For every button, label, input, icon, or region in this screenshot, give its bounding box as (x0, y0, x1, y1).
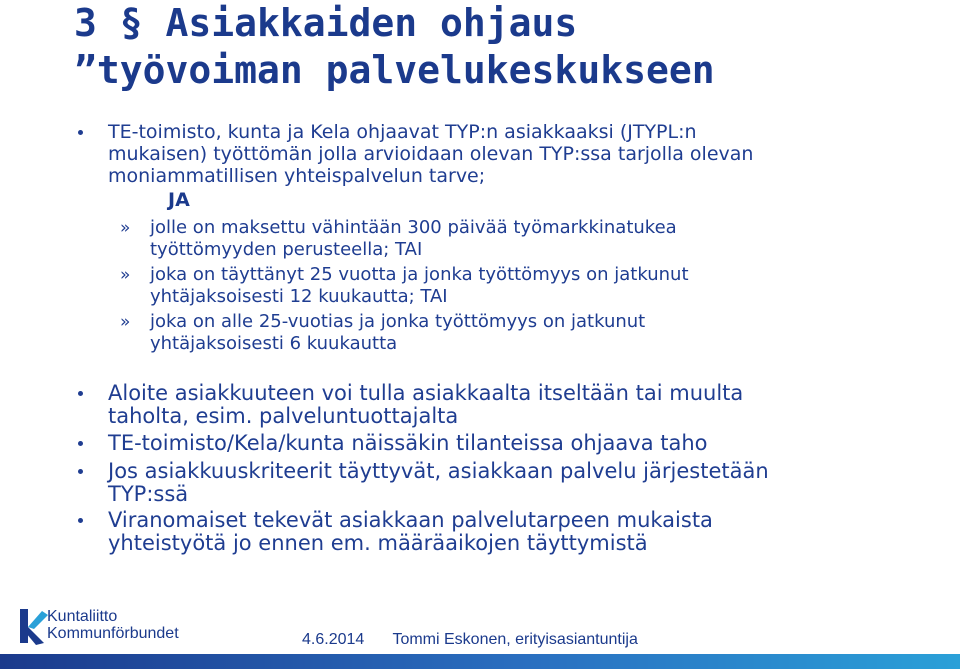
bullet-dot (78, 391, 83, 396)
bullet-line: Jos asiakkuuskriteerit täyttyvät, asiakkaan palvelu järjestetään (108, 459, 769, 483)
bullet-line: moniammatillisen yhteispalvelun tarve; (108, 165, 486, 187)
logo-line-1: Kuntaliitto (47, 608, 118, 625)
bullet-dot (78, 518, 83, 523)
bullet-dot (78, 130, 83, 135)
bullet-line: taholta, esim. palveluntuottajalta (108, 404, 459, 428)
bullet-line: yhteistyötä jo ennen em. määräaikojen täyttymistä (108, 531, 648, 555)
sub-item-25-years (150, 264, 689, 308)
bullet-line: TE-toimisto/Kela/kunta näissäkin tilanteissa ohjaava taho (108, 431, 708, 455)
slide-title (74, 0, 954, 94)
sub-item-300-days (150, 217, 677, 261)
bullet-line: mukaisen) työttömän jolla arvioidaan olevan TYP:ssa tarjolla olevan (108, 143, 754, 165)
sub-bullet-marker: » (120, 312, 131, 332)
bullet-item-guiding-party (108, 432, 708, 455)
logo-text (47, 608, 179, 642)
bullet-line: TYP:ssä (108, 482, 189, 506)
bullet-line: TE-toimisto, kunta ja Kela ohjaavat TYP:n asiakkaaksi (JTYPL:n (108, 121, 697, 143)
footer-bar (0, 654, 960, 669)
footer-author: Tommi Eskonen, erityisasiantuntija (392, 631, 638, 648)
bullet-item-initiative (108, 382, 743, 428)
bullet-item-authorities (108, 509, 713, 555)
ja-label: JA (168, 189, 190, 211)
sub-item-line: jolle on maksettu vähintään 300 päivää työmarkkinatukea (150, 217, 677, 238)
bullet-dot (78, 441, 83, 446)
sub-item-line: työttömyyden perusteella; TAI (150, 239, 423, 260)
sub-bullet-marker: » (120, 218, 131, 238)
slide-title-line-1: 3 § Asiakkaiden ohjaus (74, 1, 578, 45)
bullet-item-typ-referral (108, 121, 753, 187)
sub-item-line: joka on täyttänyt 25 vuotta ja jonka työttömyys on jatkunut (150, 264, 689, 285)
sub-bullet-marker: » (120, 265, 131, 285)
slide-title-line-2: ”työvoiman palvelukeskukseen (74, 48, 715, 92)
sub-item-line: yhtäjaksoisesti 6 kuukautta (150, 333, 398, 354)
footer-date: 4.6.2014 (302, 631, 365, 648)
bullet-line: Aloite asiakkuuteen voi tulla asiakkaalta itseltään tai muulta (108, 381, 744, 405)
sub-item-line: joka on alle 25-vuotias ja jonka työttömyys on jatkunut (150, 311, 646, 332)
slide-footer (302, 631, 638, 649)
bullet-line: Viranomaiset tekevät asiakkaan palvelutarpeen mukaista (108, 508, 713, 532)
bullet-dot (78, 469, 83, 474)
bullet-item-criteria (108, 460, 769, 506)
sub-item-line: yhtäjaksoisesti 12 kuukautta; TAI (150, 286, 448, 307)
logo-line-2: Kommunförbundet (47, 625, 179, 642)
sub-item-under-25 (150, 311, 645, 355)
